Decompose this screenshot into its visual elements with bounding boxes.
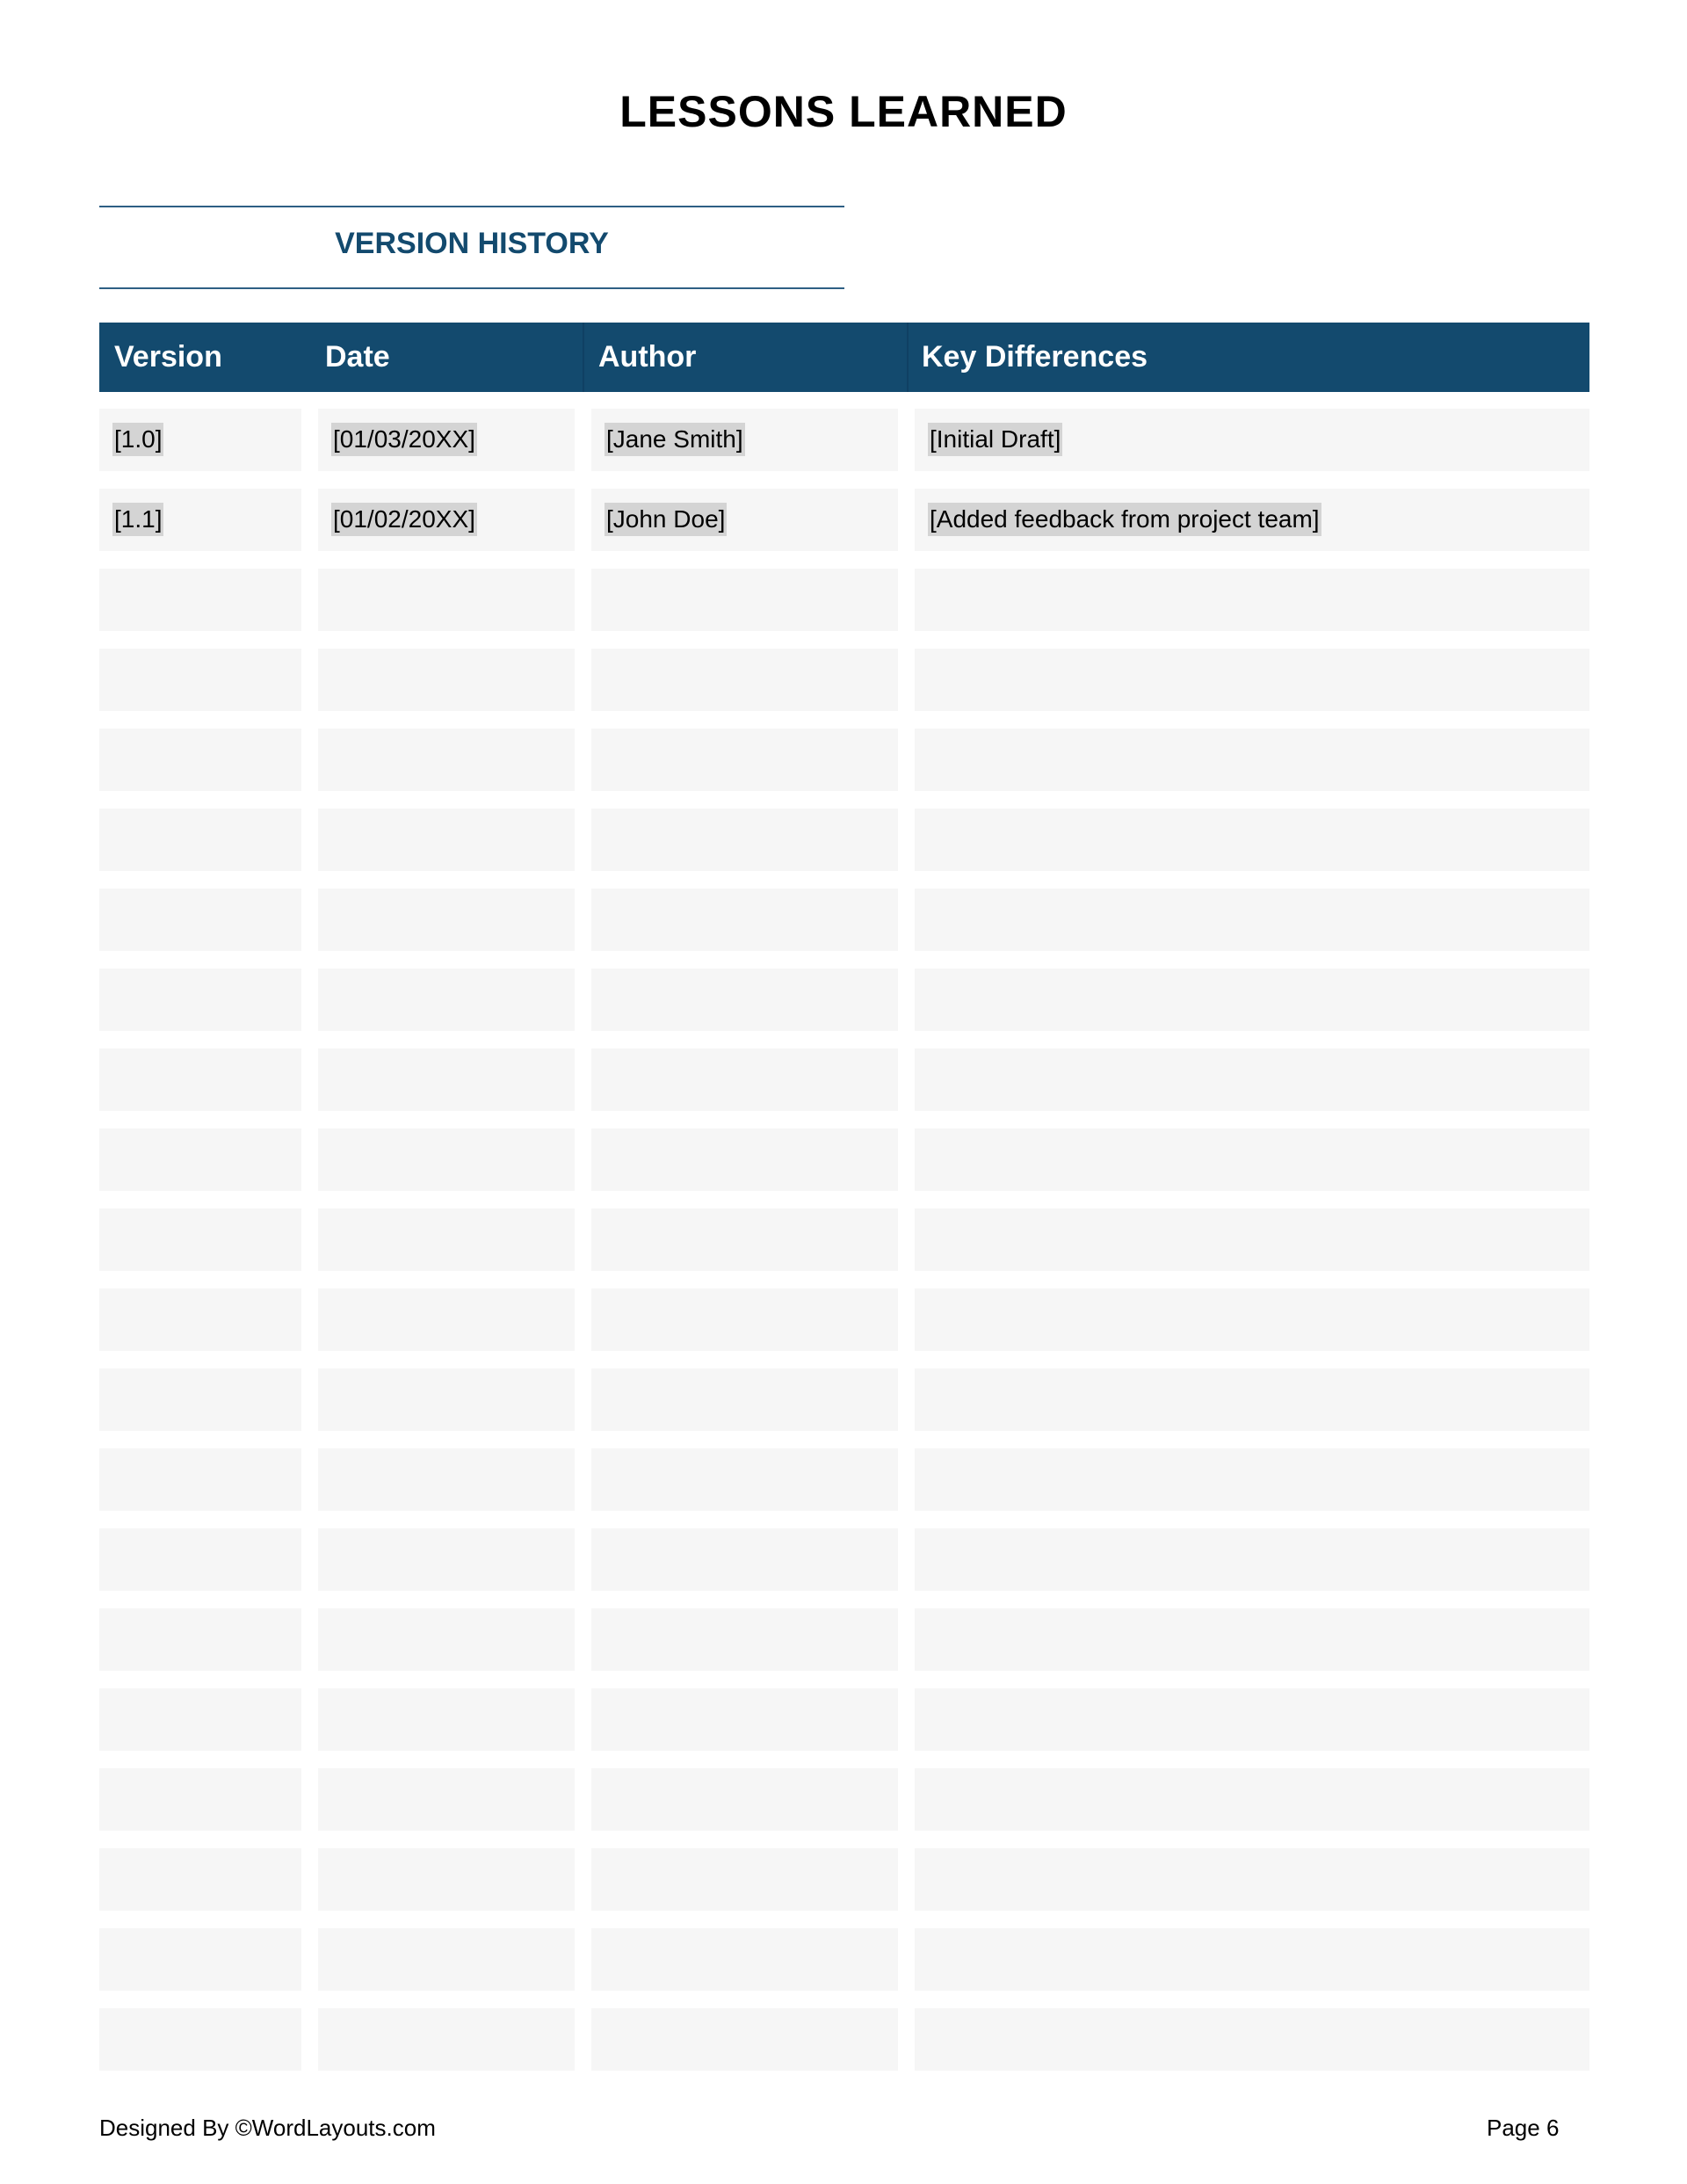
document-title: LESSONS LEARNED (619, 87, 1068, 136)
cell-date[interactable] (318, 569, 575, 631)
cell-date[interactable] (318, 1048, 575, 1111)
cell-date[interactable] (318, 1288, 575, 1351)
table-row (0, 1848, 1687, 1911)
section-bottom-rule (99, 287, 844, 289)
cell-author[interactable] (591, 1208, 898, 1271)
cell-author[interactable] (591, 1448, 898, 1511)
cell-author[interactable] (591, 1848, 898, 1911)
cell-key-differences[interactable] (915, 809, 1589, 871)
cell-date[interactable] (318, 409, 575, 471)
cell-key-differences[interactable] (915, 1688, 1589, 1751)
cell-author[interactable] (591, 809, 898, 871)
section-top-rule (99, 206, 844, 207)
cell-text: [Added feedback from project team] (928, 503, 1321, 536)
cell-version[interactable] (99, 969, 301, 1031)
cell-version[interactable] (99, 1688, 301, 1751)
table-header (99, 323, 1589, 392)
page-number: Page 6 (1487, 2115, 1560, 2141)
cell-version[interactable] (99, 409, 301, 471)
cell-version[interactable] (99, 729, 301, 791)
cell-author[interactable] (591, 1528, 898, 1591)
cell-key-differences[interactable] (915, 489, 1589, 551)
cell-version[interactable] (99, 489, 301, 551)
cell-date[interactable] (318, 649, 575, 711)
cell-author[interactable] (591, 1768, 898, 1831)
cell-text: [01/02/20XX] (331, 503, 477, 536)
cell-version[interactable] (99, 569, 301, 631)
table-row (0, 1368, 1687, 1431)
header-date: Date (325, 340, 390, 374)
cell-key-differences[interactable] (915, 729, 1589, 791)
cell-date[interactable] (318, 889, 575, 951)
cell-key-differences[interactable] (915, 1848, 1589, 1911)
cell-date[interactable] (318, 969, 575, 1031)
cell-author[interactable] (591, 409, 898, 471)
cell-author[interactable] (591, 1688, 898, 1751)
cell-version[interactable] (99, 2008, 301, 2071)
cell-key-differences[interactable] (915, 1768, 1589, 1831)
cell-key-differences[interactable] (915, 569, 1589, 631)
cell-text: [01/03/20XX] (331, 423, 477, 456)
table-row (0, 1048, 1687, 1111)
cell-key-differences[interactable] (915, 1928, 1589, 1991)
table-row (0, 649, 1687, 711)
cell-version[interactable] (99, 1528, 301, 1591)
cell-date[interactable] (318, 1528, 575, 1591)
cell-key-differences[interactable] (915, 409, 1589, 471)
cell-date[interactable] (318, 1448, 575, 1511)
table-row (0, 1768, 1687, 1831)
cell-version[interactable] (99, 1448, 301, 1511)
cell-version[interactable] (99, 1288, 301, 1351)
table-row (0, 1928, 1687, 1991)
header-author: Author (598, 340, 697, 374)
cell-author[interactable] (591, 1608, 898, 1671)
cell-author[interactable] (591, 889, 898, 951)
cell-version[interactable] (99, 1048, 301, 1111)
section-title: VERSION HISTORY (335, 227, 609, 260)
cell-author[interactable] (591, 649, 898, 711)
cell-version[interactable] (99, 809, 301, 871)
cell-key-differences[interactable] (915, 1288, 1589, 1351)
cell-key-differences[interactable] (915, 2008, 1589, 2071)
cell-date[interactable] (318, 1768, 575, 1831)
table-row (0, 889, 1687, 951)
cell-key-differences[interactable] (915, 1208, 1589, 1271)
cell-key-differences[interactable] (915, 1128, 1589, 1191)
table-row (0, 409, 1687, 471)
cell-author[interactable] (591, 1368, 898, 1431)
cell-version[interactable] (99, 889, 301, 951)
table-row (0, 1128, 1687, 1191)
table-row (0, 1208, 1687, 1271)
cell-date[interactable] (318, 489, 575, 551)
cell-key-differences[interactable] (915, 1368, 1589, 1431)
cell-version[interactable] (99, 1608, 301, 1671)
table-row (0, 2008, 1687, 2071)
cell-version[interactable] (99, 1368, 301, 1431)
cell-author[interactable] (591, 729, 898, 791)
cell-date[interactable] (318, 1848, 575, 1911)
cell-date[interactable] (318, 809, 575, 871)
header-divider (583, 323, 584, 392)
table-row (0, 489, 1687, 551)
table-row (0, 1448, 1687, 1511)
cell-author[interactable] (591, 1128, 898, 1191)
cell-author[interactable] (591, 489, 898, 551)
cell-key-differences[interactable] (915, 969, 1589, 1031)
cell-key-differences[interactable] (915, 1528, 1589, 1591)
footer-credit: Designed By ©WordLayouts.com (99, 2115, 436, 2141)
table-row (0, 809, 1687, 871)
cell-text: [Jane Smith] (605, 423, 745, 456)
table-row (0, 1608, 1687, 1671)
cell-text: [1.1] (112, 503, 163, 536)
cell-author[interactable] (591, 2008, 898, 2071)
cell-author[interactable] (591, 969, 898, 1031)
cell-date[interactable] (318, 1208, 575, 1271)
cell-text: [1.0] (112, 423, 163, 456)
cell-date[interactable] (318, 1128, 575, 1191)
header-version: Version (114, 340, 222, 374)
cell-text: [Initial Draft] (928, 423, 1062, 456)
cell-text: [John Doe] (605, 503, 727, 536)
table-row (0, 729, 1687, 791)
cell-date[interactable] (318, 1608, 575, 1671)
cell-key-differences[interactable] (915, 1448, 1589, 1511)
cell-date[interactable] (318, 1928, 575, 1991)
cell-version[interactable] (99, 1208, 301, 1271)
cell-author[interactable] (591, 1048, 898, 1111)
table-row (0, 1288, 1687, 1351)
cell-key-differences[interactable] (915, 649, 1589, 711)
cell-version[interactable] (99, 649, 301, 711)
cell-date[interactable] (318, 1368, 575, 1431)
cell-key-differences[interactable] (915, 1608, 1589, 1671)
cell-version[interactable] (99, 1128, 301, 1191)
table-row (0, 969, 1687, 1031)
header-key-differences: Key Differences (922, 340, 1148, 374)
cell-author[interactable] (591, 1288, 898, 1351)
cell-key-differences[interactable] (915, 1048, 1589, 1111)
cell-date[interactable] (318, 729, 575, 791)
cell-version[interactable] (99, 1768, 301, 1831)
cell-author[interactable] (591, 569, 898, 631)
cell-author[interactable] (591, 1928, 898, 1991)
table-row (0, 1688, 1687, 1751)
cell-key-differences[interactable] (915, 889, 1589, 951)
table-row (0, 1528, 1687, 1591)
cell-date[interactable] (318, 1688, 575, 1751)
cell-version[interactable] (99, 1848, 301, 1911)
cell-date[interactable] (318, 2008, 575, 2071)
cell-version[interactable] (99, 1928, 301, 1991)
header-divider (907, 323, 909, 392)
table-row (0, 569, 1687, 631)
